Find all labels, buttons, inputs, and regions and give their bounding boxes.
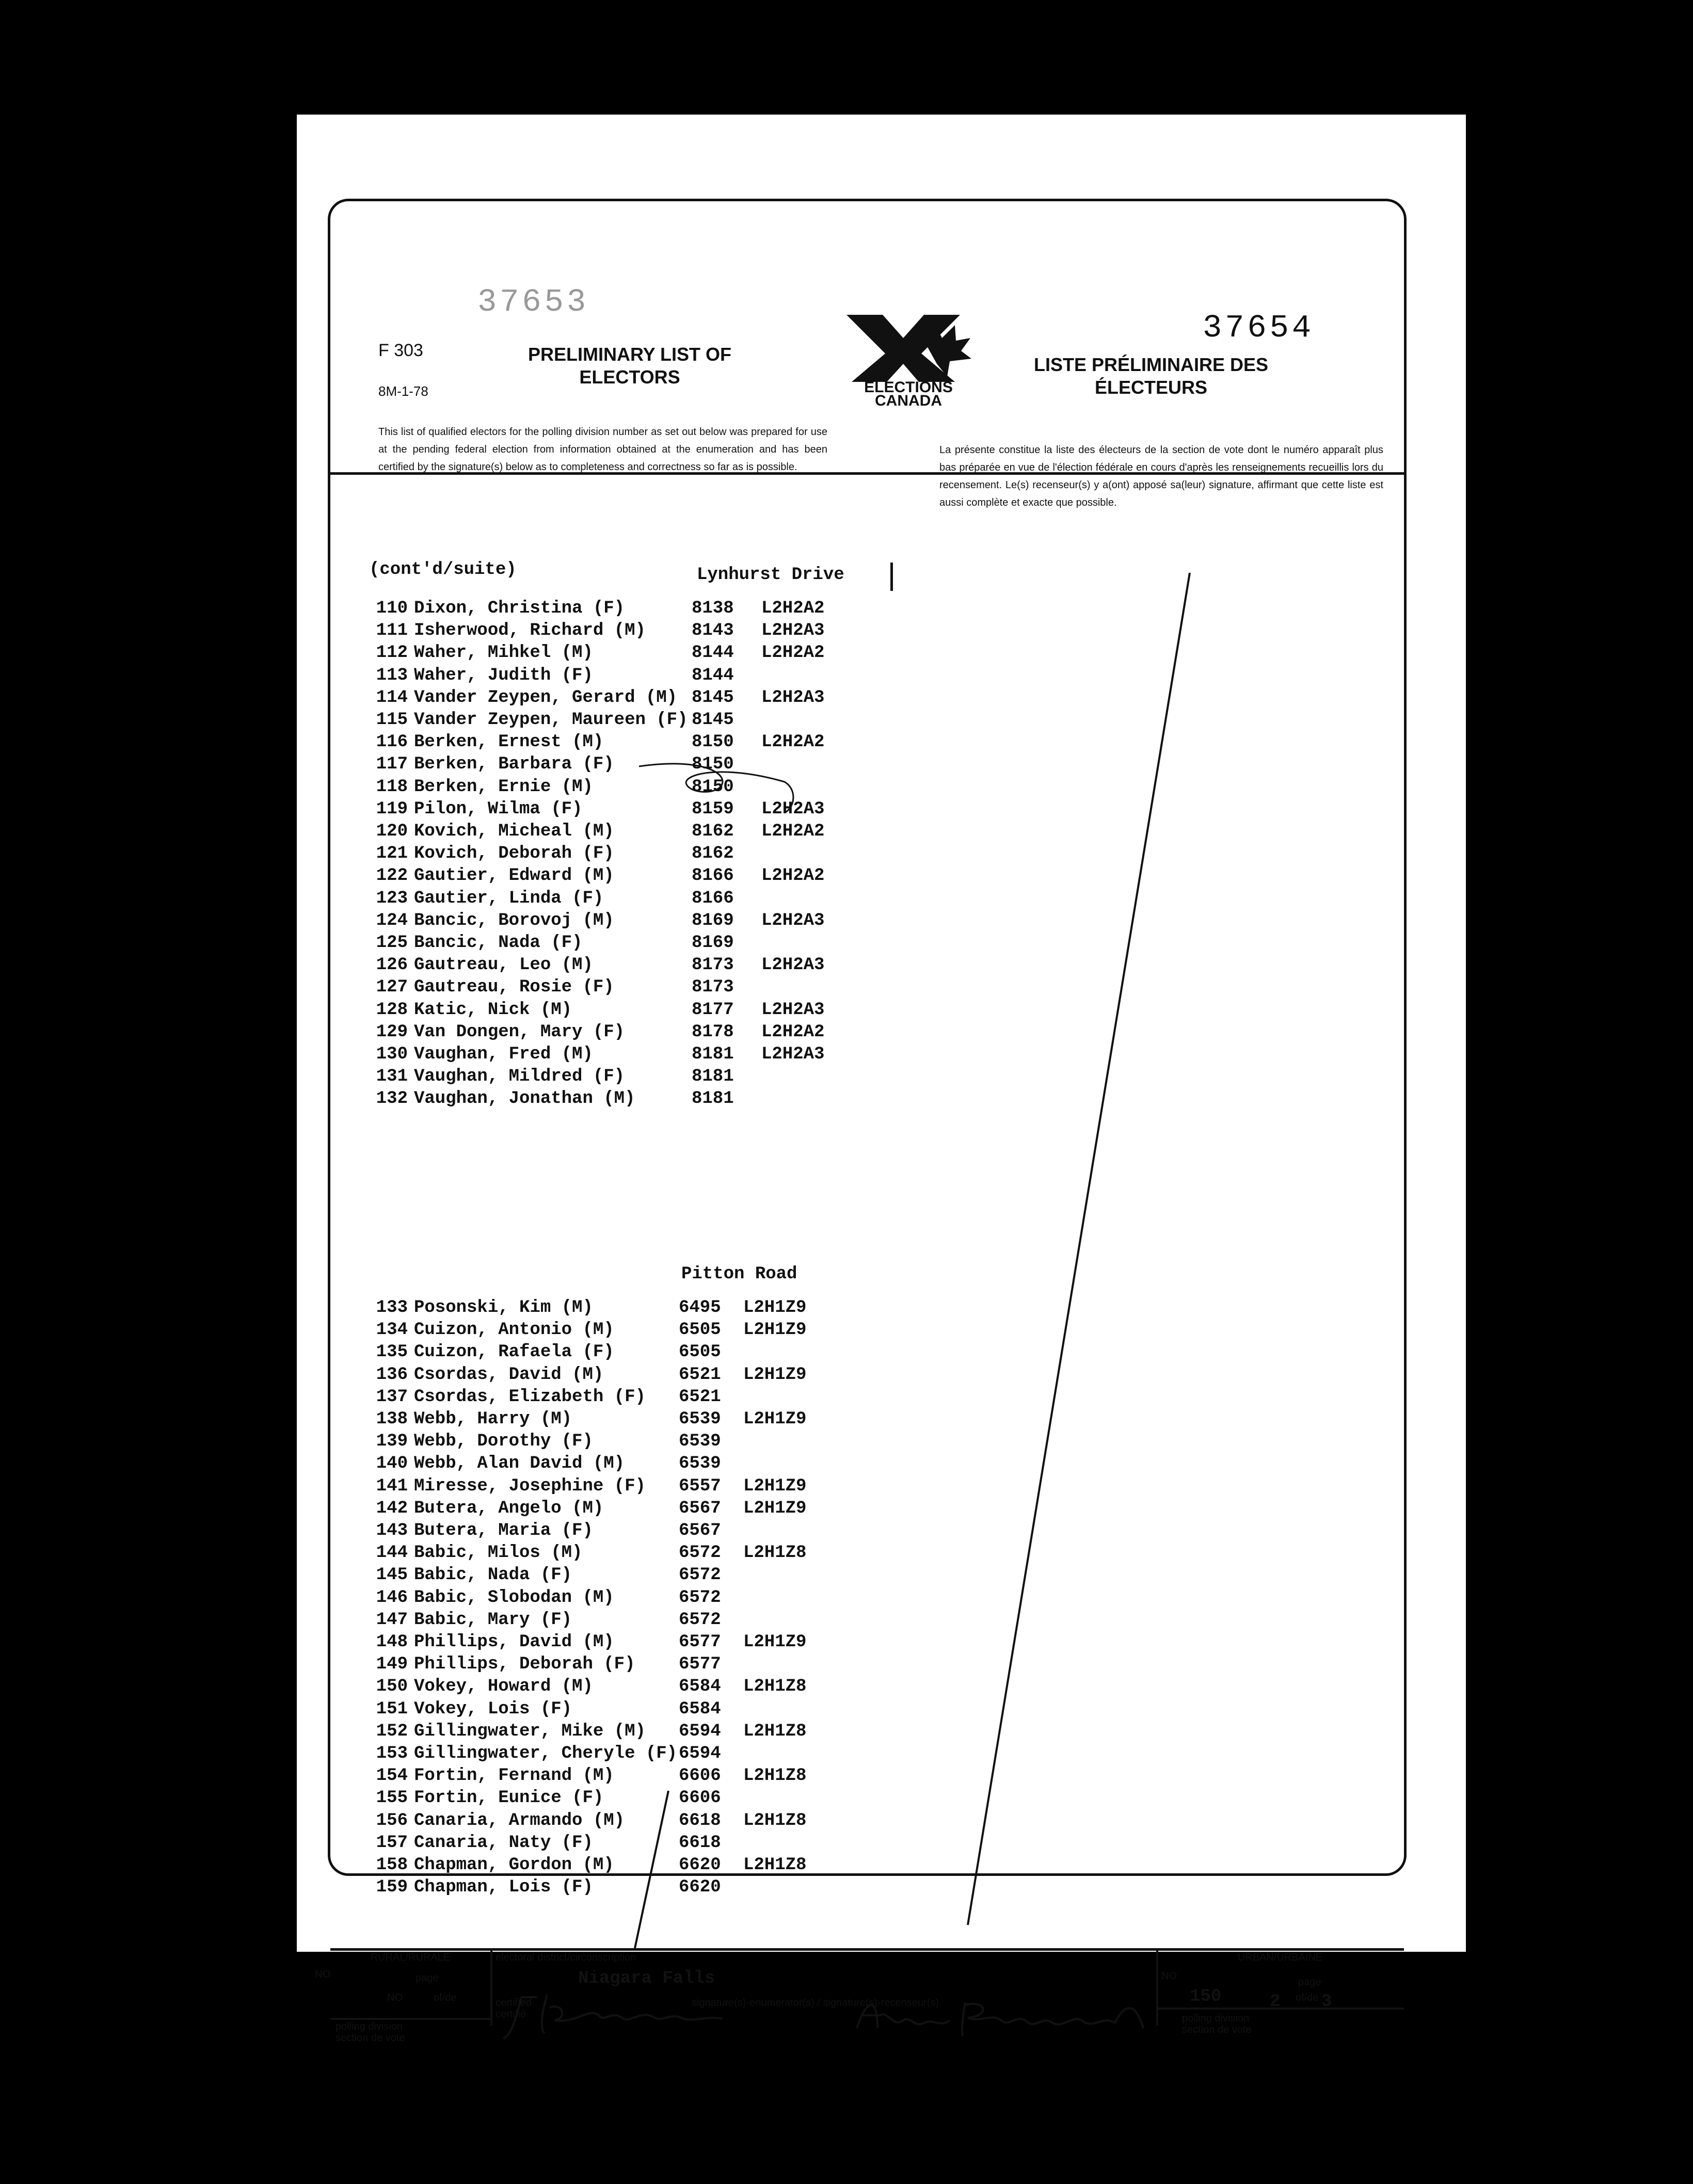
house-number: 8181 xyxy=(692,1089,734,1109)
elector-number: 111 xyxy=(376,621,408,641)
house-number: 8177 xyxy=(692,1000,734,1020)
postal-code: L2H1Z9 xyxy=(743,1298,807,1318)
title-english xyxy=(506,343,754,389)
list-item xyxy=(372,1454,888,1476)
list-item xyxy=(372,1877,888,1900)
elector-name: Chapman, Gordon (M) xyxy=(414,1855,614,1875)
postal-code: L2H2A2 xyxy=(761,732,825,752)
elector-number: 113 xyxy=(376,665,408,685)
house-number: 6539 xyxy=(679,1454,721,1474)
elector-number: 124 xyxy=(376,910,408,930)
elector-number: 146 xyxy=(376,1587,408,1608)
list-item xyxy=(372,621,888,644)
elector-name: Babic, Mary (F) xyxy=(414,1610,572,1630)
house-number: 8181 xyxy=(692,1067,734,1087)
house-number: 6594 xyxy=(679,1744,721,1763)
house-number: 8145 xyxy=(692,710,734,730)
list-item xyxy=(372,1067,888,1089)
elector-number: 141 xyxy=(376,1476,408,1496)
elector-name: Cuizon, Rafaela (F) xyxy=(414,1342,614,1362)
list-item xyxy=(372,866,888,889)
list-item xyxy=(372,1022,888,1045)
elector-name: Phillips, David (M) xyxy=(414,1632,614,1652)
list-item xyxy=(372,1699,888,1722)
list-item xyxy=(372,710,888,733)
house-number: 6572 xyxy=(679,1543,721,1563)
house-number: 6557 xyxy=(679,1476,721,1496)
logo-text-canada: CANADA xyxy=(875,392,942,408)
house-number: 8150 xyxy=(692,732,734,752)
elector-number: 142 xyxy=(376,1498,408,1518)
urban-of-label: of/de xyxy=(1296,1992,1319,2003)
list-item xyxy=(372,643,888,666)
house-number: 6577 xyxy=(679,1632,721,1652)
elector-number: 126 xyxy=(376,955,408,975)
elector-number: 136 xyxy=(376,1364,408,1385)
continued-label: (cont'd/suite) xyxy=(369,560,517,580)
house-number: 6539 xyxy=(679,1409,721,1429)
elector-name: Isherwood, Richard (M) xyxy=(414,621,646,641)
title-fr-line1: LISTE PRÉLIMINAIRE DES xyxy=(1033,354,1269,375)
list-item xyxy=(372,1432,888,1454)
list-item xyxy=(372,889,888,911)
house-number: 8143 xyxy=(692,621,734,641)
elector-number: 112 xyxy=(376,643,408,663)
elector-name: Gautier, Linda (F) xyxy=(414,888,604,908)
elector-name: Cuizon, Antonio (M) xyxy=(414,1320,614,1340)
house-number: 6572 xyxy=(679,1587,721,1608)
house-number: 6505 xyxy=(679,1320,721,1340)
elector-name: Posonski, Kim (M) xyxy=(414,1298,593,1318)
elector-name: Vaughan, Jonathan (M) xyxy=(414,1089,635,1109)
house-number: 8159 xyxy=(692,799,734,819)
list-item xyxy=(372,1000,888,1023)
elector-name: Vokey, Lois (F) xyxy=(414,1699,572,1719)
elector-name: Vokey, Howard (M) xyxy=(414,1677,593,1697)
elector-name: Bancic, Nada (F) xyxy=(414,933,583,953)
house-number: 8166 xyxy=(692,866,734,886)
electoral-district-label: electoral district/circonscription xyxy=(496,1952,636,1963)
house-number: 6606 xyxy=(679,1788,721,1808)
house-number: 6584 xyxy=(679,1699,721,1719)
list-item xyxy=(372,933,888,956)
serial-ghost: 37653 xyxy=(477,284,589,320)
house-number: 6606 xyxy=(679,1766,721,1786)
list-item xyxy=(372,1543,888,1566)
elector-number: 121 xyxy=(376,844,408,864)
postal-code: L2H2A3 xyxy=(761,1000,825,1020)
postal-code: L2H2A3 xyxy=(761,955,825,975)
list-item xyxy=(372,1744,888,1767)
elector-number: 156 xyxy=(376,1810,408,1830)
signature-label: signature(s)-enumerator(s) / signature(s)-recenseur(s) xyxy=(692,1997,939,2009)
house-number: 6505 xyxy=(679,1342,721,1362)
elector-name: Gautreau, Rosie (F) xyxy=(414,977,614,998)
house-number: 6618 xyxy=(679,1810,721,1830)
postal-code: L2H1Z9 xyxy=(743,1498,807,1518)
form-date: 8M-1-78 xyxy=(378,383,428,399)
list-item xyxy=(372,799,888,822)
elector-name: Babic, Nada (F) xyxy=(414,1565,572,1585)
postal-code: L2H2A3 xyxy=(761,1045,825,1064)
elector-name: Dixon, Christina (F) xyxy=(414,599,625,618)
elector-name: Webb, Alan David (M) xyxy=(414,1454,625,1474)
urban-page-number: 2 xyxy=(1270,1992,1281,2012)
list-item xyxy=(372,1499,888,1521)
street-heading: Pitton Road xyxy=(681,1264,797,1284)
elector-number: 117 xyxy=(376,754,408,775)
postal-code: L2H1Z8 xyxy=(743,1766,807,1786)
list-item xyxy=(372,1833,888,1856)
elector-name: Canaria, Armando (M) xyxy=(414,1810,625,1830)
rural-polling-en: polling division xyxy=(336,2021,403,2032)
list-item xyxy=(372,1089,888,1112)
house-number: 6572 xyxy=(679,1565,721,1585)
list-item xyxy=(372,1766,888,1789)
elector-number: 132 xyxy=(376,1089,408,1109)
postal-code: L2H1Z9 xyxy=(743,1476,807,1496)
list-item xyxy=(372,1298,888,1321)
postal-code: L2H1Z8 xyxy=(743,1677,807,1697)
elector-name: Csordas, Elizabeth (F) xyxy=(414,1387,646,1407)
elector-number: 129 xyxy=(376,1022,408,1042)
certified-fr: certifié xyxy=(496,2009,526,2020)
rural-polling-fr: section de vote xyxy=(336,2032,405,2044)
elector-name: Gillingwater, Cheryle (F) xyxy=(414,1744,678,1763)
elector-number: 151 xyxy=(376,1699,408,1719)
house-number: 8162 xyxy=(692,844,734,864)
rural-page-label: page xyxy=(416,1972,439,1984)
house-number: 8162 xyxy=(692,822,734,841)
logo-text-elections: ELECTIONS xyxy=(864,379,953,396)
elector-name: Vander Zeypen, Maureen (F) xyxy=(414,710,688,730)
elector-number: 157 xyxy=(376,1833,408,1853)
postal-code: L2H1Z8 xyxy=(743,1855,807,1875)
postal-code: L2H2A3 xyxy=(761,910,825,930)
elector-name: Butera, Maria (F) xyxy=(414,1521,593,1540)
list-item xyxy=(372,1476,888,1499)
list-item xyxy=(372,1320,888,1343)
house-number: 8144 xyxy=(692,643,734,663)
postal-code: L2H2A3 xyxy=(761,799,825,819)
elector-name: Gillingwater, Mike (M) xyxy=(414,1721,646,1741)
elector-name: Waher, Mihkel (M) xyxy=(414,643,593,663)
list-item xyxy=(372,1811,888,1834)
elector-number: 120 xyxy=(376,822,408,841)
elector-name: Berken, Ernest (M) xyxy=(414,732,604,752)
postal-code: L2H1Z8 xyxy=(743,1543,807,1563)
house-number: 6567 xyxy=(679,1521,721,1540)
house-number: 8144 xyxy=(692,665,734,685)
header-divider xyxy=(330,472,1404,475)
elector-number: 123 xyxy=(376,888,408,908)
elector-number: 118 xyxy=(376,777,408,797)
list-item xyxy=(372,1655,888,1677)
list-item xyxy=(372,977,888,1000)
postal-code: L2H2A2 xyxy=(761,822,825,841)
elector-number: 127 xyxy=(376,977,408,998)
footer-vline-left xyxy=(490,1948,492,2026)
urban-page-label: page xyxy=(1298,1977,1321,1988)
rural-no-label-2: NO xyxy=(387,1992,403,2003)
postal-code: L2H1Z9 xyxy=(743,1409,807,1429)
intro-paragraph-english: This list of qualified electors for the polling division number as set out below was prepared for use at the pending federal election from information obtained at the enumeration and has been certified by the signature(s) below as to completeness and correctness so far as is possible. xyxy=(378,426,827,473)
house-number: 8181 xyxy=(692,1045,734,1064)
elector-name: Fortin, Fernand (M) xyxy=(414,1766,614,1786)
elector-number: 134 xyxy=(376,1320,408,1340)
postal-code: L2H2A3 xyxy=(761,621,825,641)
signature-enumerator-2 xyxy=(846,1992,1156,2044)
elector-number: 150 xyxy=(376,1677,408,1697)
elector-name: Gautier, Edward (M) xyxy=(414,866,614,886)
elector-name: Berken, Ernie (M) xyxy=(414,777,593,797)
list-item xyxy=(372,599,888,621)
postal-code: L2H1Z9 xyxy=(743,1320,807,1340)
rural-of-label: of/de xyxy=(434,1992,457,2003)
list-item xyxy=(372,1342,888,1365)
title-en-line2: ELECTORS xyxy=(579,366,680,388)
certified-en: certified xyxy=(496,1997,532,2009)
elector-number: 159 xyxy=(376,1877,408,1898)
elector-number: 133 xyxy=(376,1298,408,1318)
postal-code: L2H1Z9 xyxy=(743,1364,807,1385)
elector-number: 145 xyxy=(376,1565,408,1585)
elector-number: 147 xyxy=(376,1610,408,1630)
postal-code: L2H1Z9 xyxy=(743,1632,807,1652)
list-item xyxy=(372,1677,888,1699)
elector-name: Katic, Nick (M) xyxy=(414,1000,572,1020)
house-number: 6521 xyxy=(679,1387,721,1407)
elector-name: Phillips, Deborah (F) xyxy=(414,1655,635,1675)
elector-number: 158 xyxy=(376,1855,408,1875)
urban-polling-en: polling division xyxy=(1182,2013,1250,2024)
house-number: 8138 xyxy=(692,599,734,618)
elector-name: Canaria, Naty (F) xyxy=(414,1833,593,1853)
list-item xyxy=(372,666,888,688)
house-number: 8150 xyxy=(692,777,734,797)
house-number: 8173 xyxy=(692,955,734,975)
elector-name: Waher, Judith (F) xyxy=(414,665,593,685)
house-number: 6577 xyxy=(679,1655,721,1675)
postal-code: L2H2A2 xyxy=(761,1022,825,1042)
signature-2-text: Anne Popovich xyxy=(846,1992,850,1993)
elector-number: 114 xyxy=(376,687,408,708)
house-number: 6620 xyxy=(679,1855,721,1875)
list-item xyxy=(372,911,888,934)
elector-name: Chapman, Lois (F) xyxy=(414,1877,593,1898)
elector-number: 131 xyxy=(376,1067,408,1087)
signature-enumerator-1 xyxy=(501,1987,769,2049)
document-sheet xyxy=(297,115,1466,2044)
list-item xyxy=(372,1855,888,1878)
urban-polling-number: 150 xyxy=(1190,1987,1222,2006)
title-en-line1: PRELIMINARY LIST OF xyxy=(528,344,731,365)
list-item xyxy=(372,1565,888,1588)
elections-canada-logo xyxy=(826,310,991,408)
elector-name: Vander Zeypen, Gerard (M) xyxy=(414,687,678,708)
elector-number: 116 xyxy=(376,732,408,752)
serial-number: 37654 xyxy=(1203,310,1315,346)
postal-code: L2H2A3 xyxy=(761,687,825,708)
elector-name: Babic, Slobodan (M) xyxy=(414,1587,614,1608)
house-number: 6594 xyxy=(679,1721,721,1741)
list-item xyxy=(372,732,888,755)
house-number: 6567 xyxy=(679,1498,721,1518)
elector-name: Miresse, Josephine (F) xyxy=(414,1476,646,1496)
elector-number: 122 xyxy=(376,866,408,886)
elector-name: Van Dongen, Mary (F) xyxy=(414,1022,625,1042)
elector-name: Babic, Milos (M) xyxy=(414,1543,583,1563)
list-item xyxy=(372,1409,888,1432)
postal-code: L2H2A2 xyxy=(761,599,825,618)
elector-number: 140 xyxy=(376,1454,408,1474)
list-item xyxy=(372,688,888,711)
rural-no-label: NO xyxy=(315,1969,330,1980)
elector-number: 135 xyxy=(376,1342,408,1362)
list-item xyxy=(372,1387,888,1410)
elector-number: 130 xyxy=(376,1045,408,1064)
elector-number: 143 xyxy=(376,1521,408,1540)
elector-number: 149 xyxy=(376,1655,408,1675)
elector-number: 155 xyxy=(376,1788,408,1808)
list-item xyxy=(372,955,888,978)
elector-name: Webb, Dorothy (F) xyxy=(414,1432,593,1452)
urban-polling-fr: section de vote xyxy=(1182,2024,1252,2035)
list-item xyxy=(372,1045,888,1067)
urban-polling-label xyxy=(1182,2013,1252,2035)
elector-number: 148 xyxy=(376,1632,408,1652)
house-number: 8166 xyxy=(692,888,734,908)
footer-hline-left xyxy=(330,2018,490,2020)
elector-name: Pilon, Wilma (F) xyxy=(414,799,583,819)
elector-number: 137 xyxy=(376,1387,408,1407)
elector-number: 152 xyxy=(376,1721,408,1741)
title-french xyxy=(970,354,1332,399)
street-heading: Lynhurst Drive xyxy=(697,565,844,585)
elector-number: 119 xyxy=(376,799,408,819)
urban-label: URBAN/URBAINE xyxy=(1237,1952,1323,1963)
elector-number: 128 xyxy=(376,1000,408,1020)
list-item xyxy=(372,777,888,800)
elector-number: 110 xyxy=(376,599,408,618)
form-number: F 303 xyxy=(378,341,423,360)
elector-name: Csordas, David (M) xyxy=(414,1364,604,1385)
electoral-district-value: Niagara Falls xyxy=(578,1969,715,1988)
elector-name: Webb, Harry (M) xyxy=(414,1409,572,1429)
list-item xyxy=(372,1610,888,1633)
house-number: 6539 xyxy=(679,1432,721,1452)
elector-name: Bancic, Borovoj (M) xyxy=(414,910,614,930)
elector-name: Kovich, Deborah (F) xyxy=(414,844,614,864)
elector-number: 115 xyxy=(376,710,408,730)
house-number: 8169 xyxy=(692,910,734,930)
house-number: 6620 xyxy=(679,1877,721,1898)
postal-code: L2H2A2 xyxy=(761,866,825,886)
elector-name: Gautreau, Leo (M) xyxy=(414,955,593,975)
list-item xyxy=(372,1365,888,1388)
postal-code: L2H1Z8 xyxy=(743,1721,807,1741)
house-number: 6618 xyxy=(679,1833,721,1853)
postal-code: L2H2A2 xyxy=(761,643,825,663)
list-item xyxy=(372,1722,888,1744)
list-item xyxy=(372,754,888,777)
house-number: 6584 xyxy=(679,1677,721,1697)
elector-name: Vaughan, Fred (M) xyxy=(414,1045,593,1064)
rural-polling-label xyxy=(336,2021,405,2044)
elector-number: 153 xyxy=(376,1744,408,1763)
elector-name: Berken, Barbara (F) xyxy=(414,754,614,775)
elector-number: 154 xyxy=(376,1766,408,1786)
elector-number: 125 xyxy=(376,933,408,953)
house-number: 6495 xyxy=(679,1298,721,1318)
house-number: 6572 xyxy=(679,1610,721,1630)
house-number: 8178 xyxy=(692,1022,734,1042)
column-divider xyxy=(890,563,893,591)
urban-of-number: 3 xyxy=(1321,1992,1332,2012)
list-item xyxy=(372,822,888,844)
list-item xyxy=(372,1521,888,1544)
elector-number: 144 xyxy=(376,1543,408,1563)
house-number: 8173 xyxy=(692,977,734,998)
urban-no-label: NO xyxy=(1161,1970,1177,1982)
elector-number: 139 xyxy=(376,1432,408,1452)
elector-name: Fortin, Eunice (F) xyxy=(414,1788,604,1808)
intro-paragraph-french: La présente constitue la liste des électeurs de la section de vote dont le numéro apparaît plus bas préparée en vue de l'élection fédérale en cours d'après les renseignements recueillis lors du recensement. Le(s) recenseur(s) y a(ont) apposé sa(leur) signature, affirmant que cette liste est aussi complète et exacte que possible. xyxy=(939,444,1383,508)
elector-number: 138 xyxy=(376,1409,408,1429)
elector-name: Vaughan, Mildred (F) xyxy=(414,1067,625,1087)
list-item xyxy=(372,844,888,866)
house-number: 8169 xyxy=(692,933,734,953)
house-number: 8150 xyxy=(692,754,734,775)
elector-name: Kovich, Micheal (M) xyxy=(414,822,614,841)
house-number: 8145 xyxy=(692,687,734,708)
elector-name: Butera, Angelo (M) xyxy=(414,1498,604,1518)
list-item xyxy=(372,1788,888,1811)
title-fr-line2: ÉLECTEURS xyxy=(1094,377,1208,398)
postal-code: L2H1Z8 xyxy=(743,1810,807,1830)
house-number: 6521 xyxy=(679,1364,721,1385)
list-item xyxy=(372,1632,888,1655)
list-item xyxy=(372,1588,888,1611)
form-border xyxy=(315,199,1407,2044)
rural-label: RURAL/RURALE xyxy=(370,1952,451,1963)
